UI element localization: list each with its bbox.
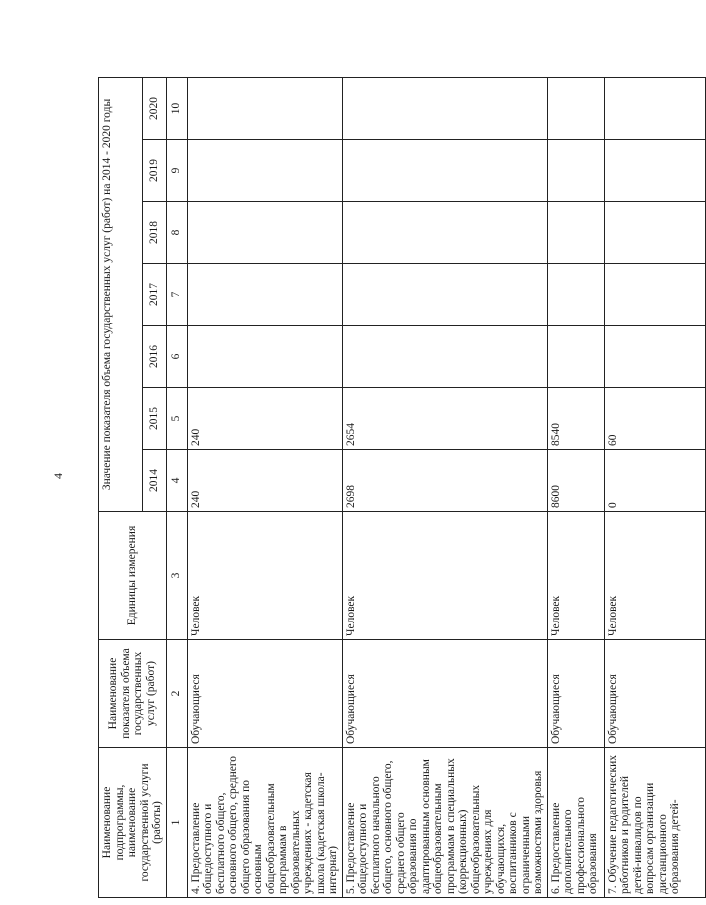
year-header: 2015	[142, 388, 166, 450]
index-cell: 2	[166, 640, 187, 748]
service-name-cell: 4. Предоставление общедоступного и бесплатного общего, основного общего, среднего общего образования по основным общеобразовательным программам в образовательных учреждениях - кадетская школа (кадетская школа-интернат)	[187, 748, 342, 898]
header-values-group: Значение показателя объема государственных услуг (работ) на 2014 - 2020 годы	[99, 77, 143, 511]
value-cell: 240	[187, 450, 342, 512]
unit-cell: Человек	[547, 512, 604, 640]
table-row	[187, 77, 342, 897]
value-cell	[604, 202, 705, 264]
value-cell	[187, 202, 342, 264]
value-cell: 2654	[342, 388, 547, 450]
indicator-cell: Обучающиеся	[604, 640, 705, 748]
index-cell: 7	[166, 264, 187, 326]
service-name-cell: 6. Предоставление дополнительного профессионального образования	[547, 748, 604, 898]
value-cell	[604, 326, 705, 388]
value-cell	[604, 264, 705, 326]
value-cell: 8540	[547, 388, 604, 450]
value-cell: 0	[604, 450, 705, 512]
index-cell: 1	[166, 748, 187, 898]
unit-cell: Человек	[342, 512, 547, 640]
rotated-table-wrapper	[98, 78, 681, 898]
value-cell	[547, 326, 604, 388]
index-cell: 5	[166, 388, 187, 450]
index-cell: 6	[166, 326, 187, 388]
value-cell	[547, 140, 604, 202]
value-cell	[547, 264, 604, 326]
header-unit: Единицы измерения	[99, 512, 167, 640]
value-cell	[187, 264, 342, 326]
header-row	[99, 77, 143, 897]
unit-cell: Человек	[187, 512, 342, 640]
index-cell: 3	[166, 512, 187, 640]
unit-cell: Человек	[604, 512, 705, 640]
indicator-cell: Обучающиеся	[342, 640, 547, 748]
value-cell: 60	[604, 388, 705, 450]
indicator-cell: Обучающиеся	[187, 640, 342, 748]
service-name-cell: 5. Предоставление общедоступного и бесплатного начального общего, основного общего, среднего общего образования по адаптированным основным общеобразовательным программам в специальных (коррекционных) общеобразовательных учреждениях для обучающихся, воспитанников с ограниченными возможностями здоровья	[342, 748, 547, 898]
year-header: 2014	[142, 450, 166, 512]
year-header: 2019	[142, 140, 166, 202]
index-cell: 4	[166, 450, 187, 512]
year-header: 2018	[142, 202, 166, 264]
service-name-cell: 7. Обучение педагогических работников и родителей детей-инвалидов по вопросам организации дистанционного образования детей-	[604, 748, 705, 898]
value-cell	[187, 77, 342, 139]
value-cell	[342, 77, 547, 139]
value-cell	[342, 140, 547, 202]
value-cell: 2698	[342, 450, 547, 512]
value-cell: 240	[187, 388, 342, 450]
value-cell	[187, 326, 342, 388]
index-cell: 8	[166, 202, 187, 264]
header-indicator: Наименование показателя объема государственных услуг (работ)	[99, 640, 167, 748]
indicator-cell: Обучающиеся	[547, 640, 604, 748]
page-number: 4	[51, 473, 65, 479]
index-cell: 9	[166, 140, 187, 202]
index-cell: 10	[166, 77, 187, 139]
value-cell	[342, 326, 547, 388]
year-header: 2017	[142, 264, 166, 326]
value-cell	[547, 77, 604, 139]
value-cell	[547, 202, 604, 264]
value-cell	[604, 140, 705, 202]
value-cell	[342, 202, 547, 264]
year-header: 2020	[142, 77, 166, 139]
services-volume-table	[98, 77, 706, 898]
value-cell	[604, 77, 705, 139]
table-row	[604, 77, 705, 897]
value-cell: 8600	[547, 450, 604, 512]
value-cell	[187, 140, 342, 202]
index-row	[166, 77, 187, 897]
table-row	[547, 77, 604, 897]
year-header: 2016	[142, 326, 166, 388]
table-row	[342, 77, 547, 897]
value-cell	[342, 264, 547, 326]
header-service-name: Наименование подпрограммы, наименование государственной услуги (работы)	[99, 748, 167, 898]
